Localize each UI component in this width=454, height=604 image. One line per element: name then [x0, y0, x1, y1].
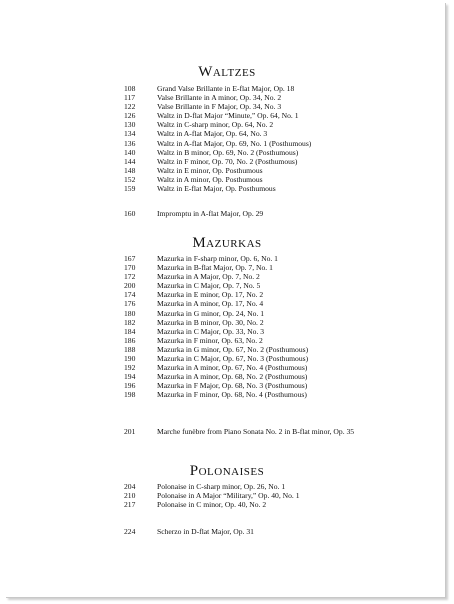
page-number: 190: [124, 354, 136, 364]
page-number: 152: [124, 174, 136, 184]
list-item: [124, 272, 444, 281]
piece-title: Mazurka in C Major, Op. 33, No. 3: [157, 326, 265, 336]
polonaises-list: [124, 482, 444, 509]
page-number: 176: [124, 299, 136, 309]
list-item: [124, 175, 444, 184]
piece-title: Grand Valse Brillante in E-flat Major, Op. 18: [157, 84, 295, 93]
list-item: [124, 184, 444, 193]
piece-title: Waltz in B minor, Op. 69, No. 2 (Posthumous): [157, 147, 299, 157]
page-number: 148: [124, 165, 136, 175]
list-item: [124, 372, 444, 381]
piece-title: Mazurka in F-sharp minor, Op. 6, No. 1: [157, 254, 278, 263]
page-number: 198: [124, 390, 136, 400]
page-number: 192: [124, 363, 136, 373]
page-number: 122: [124, 102, 136, 112]
section-heading-mazurkas: Mazurkas: [192, 235, 262, 251]
piece-title: Mazurka in A Major, Op. 7, No. 2: [157, 272, 260, 282]
piece-title: Waltz in D-flat Major “Minute,” Op. 64, No. 1: [157, 111, 299, 121]
piece-title: Mazurka in F minor, Op. 63, No. 2: [157, 335, 263, 345]
list-item: [124, 263, 444, 272]
piece-title: Waltz in C-sharp minor, Op. 64, No. 2: [157, 120, 274, 130]
page-number: 160: [124, 209, 136, 218]
page-number: 130: [124, 120, 136, 130]
piece-title: Mazurka in C Major, Op. 7, No. 5: [157, 281, 261, 291]
list-item: [124, 157, 444, 166]
piece-title: Waltz in E minor, Op. Posthumous: [157, 165, 263, 175]
page-number: 188: [124, 344, 136, 354]
piece-title: Valse Brillante in A minor, Op. 34, No. 2: [157, 93, 282, 103]
page-number: 224: [124, 527, 136, 536]
piece-title: Mazurka in F Major, Op. 68, No. 3 (Posthumous): [157, 381, 308, 391]
piece-title: Impromptu in A-flat Major, Op. 29: [157, 209, 264, 218]
page-number: 108: [124, 84, 136, 93]
list-item-impromptu: [124, 209, 263, 218]
list-item: [124, 129, 444, 138]
list-item: [124, 281, 444, 290]
piece-title: Waltz in A-flat Major, Op. 69, No. 1 (Posthumous): [157, 138, 312, 148]
list-item: [124, 336, 444, 345]
piece-title: Mazurka in F minor, Op. 68, No. 4 (Posthumous): [157, 390, 307, 400]
list-item: [124, 93, 444, 102]
page-number: 136: [124, 138, 136, 148]
page-number: 134: [124, 129, 136, 139]
list-item: [124, 500, 444, 509]
list-item: [124, 120, 444, 129]
list-item: [124, 318, 444, 327]
piece-title: Mazurka in G minor, Op. 24, No. 1: [157, 308, 265, 318]
piece-title: Mazurka in A minor, Op. 17, No. 4: [157, 299, 264, 309]
piece-title: Mazurka in B-flat Major, Op. 7, No. 1: [157, 263, 273, 273]
piece-title: Polonaise in A Major “Military,” Op. 40, No. 1: [157, 491, 300, 501]
mazurkas-list: [124, 254, 444, 400]
page-number: 196: [124, 381, 136, 391]
page-number: 144: [124, 156, 136, 166]
piece-title: Waltz in A-flat Major, Op. 64, No. 3: [157, 129, 268, 139]
list-item: [124, 166, 444, 175]
page-number: 140: [124, 147, 136, 157]
list-item: [124, 102, 444, 111]
piece-title: Polonaise in C-sharp minor, Op. 26, No. 1: [157, 482, 286, 491]
list-item: [124, 327, 444, 336]
page-number: 217: [124, 500, 136, 510]
page-number: 182: [124, 317, 136, 327]
page-number: 159: [124, 184, 136, 194]
list-item: [124, 390, 444, 399]
piece-title: Mazurka in B minor, Op. 30, No. 2: [157, 317, 264, 327]
section-heading-polonaises: Polonaises: [189, 463, 265, 479]
piece-title: Mazurka in A minor, Op. 67, No. 4 (Posthumous): [157, 363, 308, 373]
page-number: 174: [124, 290, 136, 300]
list-item: [124, 309, 444, 318]
page-number: 184: [124, 326, 136, 336]
piece-title: Waltz in A minor, Op. Posthumous: [157, 174, 263, 184]
page-number: 172: [124, 272, 136, 282]
piece-title: Waltz in E-flat Major, Op. Posthumous: [157, 184, 276, 194]
waltzes-list: [124, 84, 444, 193]
list-item: [124, 299, 444, 308]
list-item: [124, 139, 444, 148]
list-item: [124, 111, 444, 120]
page-number: 180: [124, 308, 136, 318]
list-item: [124, 254, 444, 263]
list-item: [124, 345, 444, 354]
page-number: 200: [124, 281, 136, 291]
piece-title: Polonaise in C minor, Op. 40, No. 2: [157, 500, 267, 510]
piece-title: Mazurka in A minor, Op. 68, No. 2 (Posthumous): [157, 372, 308, 382]
page-number: 194: [124, 372, 136, 382]
page-number: 210: [124, 491, 136, 501]
piece-title: Mazurka in C Major, Op. 67, No. 3 (Posthumous): [157, 354, 309, 364]
page-number: 167: [124, 254, 136, 263]
list-item: [124, 290, 444, 299]
page-number: 170: [124, 263, 136, 273]
page-number: 117: [124, 93, 136, 103]
piece-title: Marche funèbre from Piano Sonata No. 2 in B-flat minor, Op. 35: [157, 427, 355, 436]
page-number: 186: [124, 335, 136, 345]
page-number: 126: [124, 111, 136, 121]
list-item: [124, 354, 444, 363]
list-item: [124, 363, 444, 372]
list-item-scherzo: [124, 527, 254, 536]
list-item-marche-funebre: [124, 427, 354, 436]
list-item: [124, 482, 444, 491]
section-heading-waltzes: Waltzes: [198, 64, 256, 80]
list-item: [124, 148, 444, 157]
list-item: [124, 84, 444, 93]
page-number: 204: [124, 482, 136, 491]
list-item: [124, 381, 444, 390]
piece-title: Scherzo in D-flat Major, Op. 31: [157, 527, 254, 536]
page-number: 201: [124, 427, 136, 436]
piece-title: Mazurka in E minor, Op. 17, No. 2: [157, 290, 264, 300]
piece-title: Waltz in F minor, Op. 70, No. 2 (Posthumous): [157, 156, 298, 166]
list-item: [124, 491, 444, 500]
piece-title: Valse Brillante in F Major, Op. 34, No. 3: [157, 102, 282, 112]
piece-title: Mazurka in G minor, Op. 67, No. 2 (Posthumous): [157, 344, 309, 354]
